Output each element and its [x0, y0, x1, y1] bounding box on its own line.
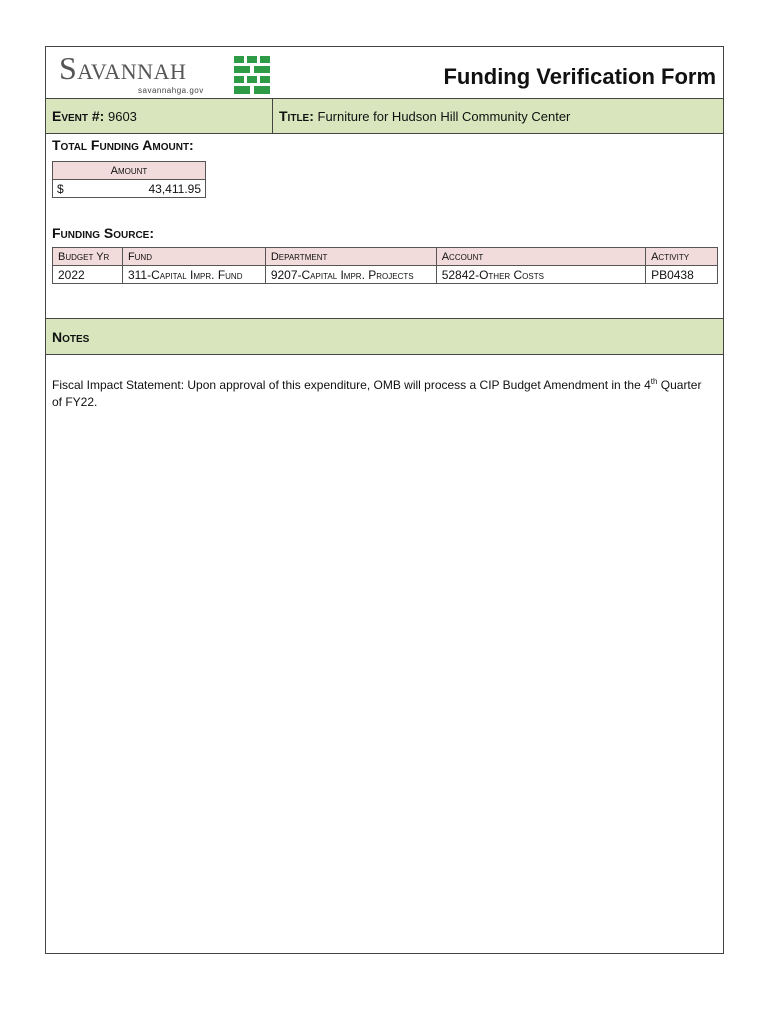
funding-source-heading: Funding Source:	[52, 225, 154, 241]
event-value: 9603	[107, 109, 137, 124]
amount-value: 43,411.95	[148, 181, 201, 196]
logo-url: savannahga.gov	[138, 86, 204, 95]
cell-fund: 311-Capital Impr. Fund	[122, 266, 265, 284]
notes-text	[52, 373, 712, 411]
notes-text-end: Quarter of FY22.	[52, 378, 702, 409]
table-header-row	[53, 248, 718, 266]
notes-label: Notes	[52, 329, 90, 345]
savannah-logo	[59, 50, 204, 95]
funding-source-table	[52, 247, 718, 284]
form-header	[46, 47, 723, 99]
col-account: Account	[436, 248, 645, 266]
total-funding-heading: Total Funding Amount:	[52, 137, 194, 153]
notes-text-main: Fiscal Impact Statement: Upon approval of this expenditure, OMB will process a CIP Budget Amendment in the 4	[52, 378, 651, 392]
event-divider	[272, 99, 273, 133]
currency-symbol: $	[57, 181, 64, 196]
col-budget-yr: Budget Yr	[53, 248, 123, 266]
notes-superscript: th	[650, 377, 658, 386]
table-row	[53, 266, 718, 284]
event-number	[52, 108, 137, 124]
cell-account: 52842-Other Costs	[436, 266, 645, 284]
form-title: Funding Verification Form	[443, 64, 716, 89]
amount-column-header: Amount	[53, 162, 206, 180]
amount-cell	[53, 180, 206, 198]
event-title	[279, 108, 570, 124]
col-fund: Fund	[122, 248, 265, 266]
title-value: Furniture for Hudson Hill Community Center	[317, 109, 571, 124]
logo-grid-icon	[234, 56, 270, 94]
cell-activity: PB0438	[646, 266, 718, 284]
col-activity: Activity	[646, 248, 718, 266]
event-label: Event #:	[52, 108, 105, 124]
form-page	[45, 46, 724, 954]
cell-department: 9207-Capital Impr. Projects	[265, 266, 436, 284]
col-department: Department	[265, 248, 436, 266]
notes-bar	[46, 318, 723, 355]
title-label: Title:	[279, 108, 314, 124]
cell-budget-yr: 2022	[53, 266, 123, 284]
logo-wordmark: Savannah	[59, 50, 187, 86]
event-bar	[46, 99, 723, 134]
amount-table	[52, 161, 206, 198]
